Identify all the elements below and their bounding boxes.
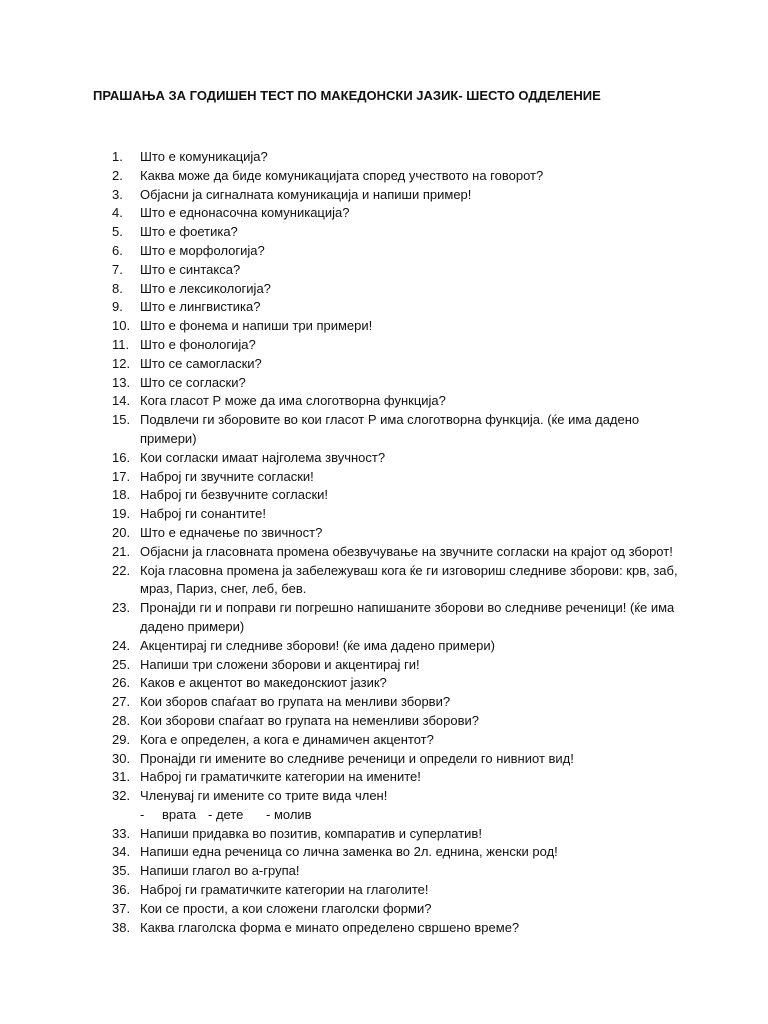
question-number: 32. <box>112 788 131 804</box>
question-text: Кои се прости, а кои сложени глаголски форми? <box>140 900 432 916</box>
question-text: Пронајди ги имените во следниве реченици и определи го нивниот вид! <box>140 750 574 766</box>
question-item <box>112 787 692 806</box>
question-text: Пронајди ги и поправи ги погрешно напишаните зборови во следниве реченици! (ќе има дадено примери) <box>140 600 675 634</box>
question-item <box>112 825 692 844</box>
question-text: Наброј ги сонантите! <box>140 506 266 522</box>
question-item <box>112 223 692 242</box>
question-item <box>112 750 692 769</box>
question-number: 6. <box>112 242 123 258</box>
question-item <box>112 186 692 205</box>
question-number: 33. <box>112 825 131 841</box>
question-number: 5. <box>112 224 123 240</box>
question-number: 7. <box>112 261 123 277</box>
question-number: 35. <box>112 863 131 879</box>
question-text: Каква може да биде комуникацијата според учеството на говорот? <box>140 167 544 183</box>
question-item <box>112 336 692 355</box>
question-text: Што е фоетика? <box>140 224 238 240</box>
question-item <box>112 900 692 919</box>
question-item <box>112 468 692 487</box>
question-text: Напиши глагол во а-група! <box>140 863 300 879</box>
question-item <box>112 242 692 261</box>
question-number: 37. <box>112 900 131 916</box>
question-item <box>112 843 692 862</box>
question-text: Наброј ги звучните согласки! <box>140 468 314 484</box>
question-number: 28. <box>112 712 131 728</box>
question-text: Што е морфологија? <box>140 242 265 258</box>
question-item <box>112 449 692 468</box>
question-item <box>112 280 692 299</box>
question-item <box>112 768 692 787</box>
question-number: 16. <box>112 449 131 465</box>
question-item <box>112 411 692 449</box>
question-number: 29. <box>112 731 131 747</box>
question-text: Што е лексикологија? <box>140 280 271 296</box>
question-text: Кои зборов спаѓаат во групата на менливи зборви? <box>140 694 451 710</box>
question-text: Кои зборови спаѓаат во групата на неменливи зборови? <box>140 712 479 728</box>
question-number: 23. <box>112 600 131 616</box>
question-number: 10. <box>112 318 131 334</box>
question-number: 18. <box>112 487 131 503</box>
question-item <box>112 543 692 562</box>
question-number: 3. <box>112 186 123 202</box>
question-number: 22. <box>112 562 131 578</box>
question-number: 30. <box>112 750 131 766</box>
question-text: Што е еднонасочна комуникација? <box>140 205 350 221</box>
question-item <box>112 317 692 336</box>
question-text: Што е фонема и напиши три примери! <box>140 318 373 334</box>
question-number: 38. <box>112 919 131 935</box>
sub-item: - дете <box>208 806 244 822</box>
question-number: 17. <box>112 468 131 484</box>
question-text: Акцентирај ги следниве зборови! (ќе има дадено примери) <box>140 637 495 653</box>
question-number: 31. <box>112 769 131 785</box>
question-item <box>112 524 692 543</box>
question-text: Што се согласки? <box>140 374 246 390</box>
question-text: Членувај ги имените со трите вида член! <box>140 788 388 804</box>
question-number: 20. <box>112 524 131 540</box>
question-item <box>112 148 692 167</box>
question-text: Објасни ја гласовната промена обезвучување на звучните согласки на крајот од зборот! <box>140 543 673 559</box>
question-text: Наброј ги безвучните согласки! <box>140 487 329 503</box>
question-item <box>112 637 692 656</box>
question-text: Напиши една реченица со лична заменка во 2л. еднина, женски род! <box>140 844 558 860</box>
question-text: Што е лингвистика? <box>140 299 261 315</box>
question-text: Подвлечи ги зборовите во кои гласот Р има слоготворна функција. (ќе има дадено примери) <box>140 412 640 446</box>
question-number: 25. <box>112 656 131 672</box>
question-item <box>112 919 692 938</box>
question-item <box>112 599 692 637</box>
question-item <box>112 505 692 524</box>
question-text: Напиши придавка во позитив, компаратив и суперлатив! <box>140 825 482 841</box>
question-text: Што се самогласки? <box>140 355 262 371</box>
question-item <box>112 486 692 505</box>
sub-item: врата <box>162 806 197 822</box>
page-title: ПРАШАЊА ЗА ГОДИШЕН ТЕСТ ПО МАКЕДОНСКИ ЈАЗИК- ШЕСТО ОДДЕЛЕНИЕ <box>93 88 601 103</box>
question-number: 14. <box>112 393 131 409</box>
question-number: 1. <box>112 149 123 164</box>
question-text: Што е синтакса? <box>140 261 241 277</box>
question-text: Наброј ги граматичките категории на глаголите! <box>140 882 429 898</box>
question-number: 15. <box>112 412 131 428</box>
question-item <box>112 881 692 900</box>
question-text: Кога гласот Р може да има слоготворна функција? <box>140 393 446 409</box>
question-number: 21. <box>112 543 131 559</box>
question-number: 13. <box>112 374 131 390</box>
question-number: 4. <box>112 205 123 221</box>
sub-items-row <box>112 806 692 825</box>
question-number: 2. <box>112 167 123 183</box>
question-item <box>112 674 692 693</box>
sub-item: - <box>140 806 145 822</box>
question-text: Што е комуникација? <box>140 149 268 164</box>
question-text: Објасни ја сигналната комуникација и напиши пример! <box>140 186 472 202</box>
question-text: Наброј ги граматичките категории на имените! <box>140 769 421 785</box>
question-number: 9. <box>112 299 123 315</box>
question-text: Која гласовна промена ја забележуваш кога ќе ги изговориш следниве зборови: крв, заб, мраз, Париз, снег, леб, бев. <box>140 562 678 597</box>
question-number: 11. <box>112 336 130 352</box>
question-item <box>112 261 692 280</box>
question-text: Што е фонологија? <box>140 336 256 352</box>
question-number: 12. <box>112 355 131 371</box>
question-item <box>112 712 692 731</box>
question-text: Каков е акцентот во македонскиот јазик? <box>140 675 387 691</box>
question-item <box>112 355 692 374</box>
question-text: Кога е определен, а кога е динамичен акцентот? <box>140 731 434 747</box>
question-item <box>112 656 692 675</box>
question-item <box>112 204 692 223</box>
question-item <box>112 693 692 712</box>
question-number: 8. <box>112 280 123 296</box>
question-number: 27. <box>112 694 131 710</box>
sub-item: - молив <box>266 806 312 822</box>
question-item <box>112 862 692 881</box>
question-text: Напиши три сложени зборови и акцентирај ги! <box>140 656 420 672</box>
question-text: Кои согласки имаат најголема звучност? <box>140 449 386 465</box>
question-item <box>112 374 692 393</box>
question-number: 24. <box>112 637 131 653</box>
question-number: 19. <box>112 506 131 522</box>
question-item <box>112 298 692 317</box>
question-item <box>112 392 692 411</box>
question-number: 34. <box>112 844 131 860</box>
question-text: Каква глаголска форма е минато определено свршено време? <box>140 919 520 935</box>
question-item <box>112 562 692 600</box>
question-item <box>112 167 692 186</box>
question-item <box>112 731 692 750</box>
question-number: 26. <box>112 675 131 691</box>
question-number: 36. <box>112 882 131 898</box>
question-list <box>112 148 692 937</box>
question-text: Што е едначење по звичност? <box>140 524 323 540</box>
